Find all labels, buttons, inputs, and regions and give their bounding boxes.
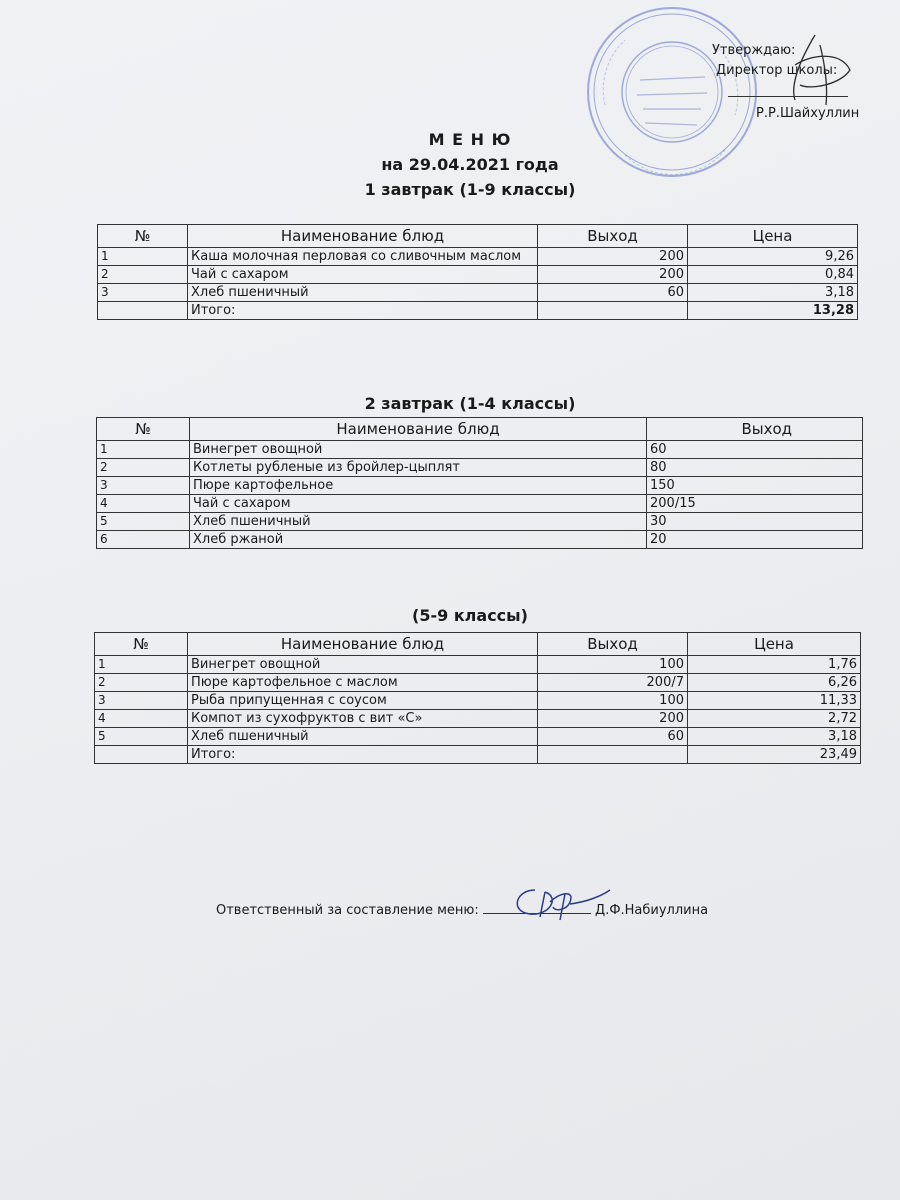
footer-label: Ответственный за составление меню: [216, 903, 479, 918]
section-2-title: 2 завтрак (1-4 классы) [364, 394, 576, 413]
table-row: 4 Компот из сухофруктов с вит «С» 200 2,72 [95, 710, 861, 728]
total-value: 13,28 [688, 302, 858, 320]
total-value: 23,49 [688, 746, 861, 764]
table-header [97, 418, 863, 441]
approval-line2: Директор школы: [716, 63, 838, 78]
total-row [95, 746, 861, 764]
table-header [95, 633, 861, 656]
table-row: 2 Чай с сахаром 200 0,84 [98, 266, 858, 284]
footer-name: Д.Ф.Набиуллина [595, 903, 709, 918]
approval-name: Р.Р.Шайхуллин [756, 106, 860, 121]
col-price: Цена [688, 225, 858, 248]
table-row: 2 Пюре картофельное с маслом 200/7 6,26 [95, 674, 861, 692]
table-row: 2 Котлеты рубленые из бройлер-цыплят 80 [97, 459, 863, 477]
col-number: № [97, 418, 190, 441]
col-dish-name: Наименование блюд [188, 633, 538, 656]
table-row: 1 Винегрет овощной 100 1,76 [95, 656, 861, 674]
table-row: 5 Хлеб пшеничный 30 [97, 513, 863, 531]
approval-line1: Утверждаю: [712, 43, 796, 58]
table-row: 4 Чай с сахаром 200/15 [97, 495, 863, 513]
col-output: Выход [647, 418, 863, 441]
total-label: Итого: [188, 302, 538, 320]
total-label: Итого: [188, 746, 538, 764]
table-breakfast-2 [96, 417, 863, 549]
menu-date: на 29.04.2021 года [381, 155, 559, 174]
section-3-title: (5-9 классы) [412, 606, 528, 625]
table-row: 3 Хлеб пшеничный 60 3,18 [98, 284, 858, 302]
total-row [98, 302, 858, 320]
col-price: Цена [688, 633, 861, 656]
footer-responsible [216, 901, 708, 918]
table-row: 5 Хлеб пшеничный 60 3,18 [95, 728, 861, 746]
col-dish-name: Наименование блюд [188, 225, 538, 248]
table-breakfast-1 [97, 224, 858, 320]
director-signature [700, 30, 860, 110]
table-row: 1 Винегрет овощной 60 [97, 441, 863, 459]
table-header [98, 225, 858, 248]
table-breakfast-2-senior [94, 632, 861, 764]
col-dish-name: Наименование блюд [190, 418, 647, 441]
col-output: Выход [538, 225, 688, 248]
table-row: 6 Хлеб ржаной 20 [97, 531, 863, 549]
col-number: № [98, 225, 188, 248]
section-1-title: 1 завтрак (1-9 классы) [364, 180, 576, 199]
table-row: 3 Пюре картофельное 150 [97, 477, 863, 495]
table-row: 3 Рыба припущенная с соусом 100 11,33 [95, 692, 861, 710]
responsible-signature [505, 882, 615, 922]
table-row: 1 Каша молочная перловая со сливочным маслом 200 9,26 [98, 248, 858, 266]
page-title: М Е Н Ю [428, 130, 512, 149]
col-output: Выход [538, 633, 688, 656]
col-number: № [95, 633, 188, 656]
